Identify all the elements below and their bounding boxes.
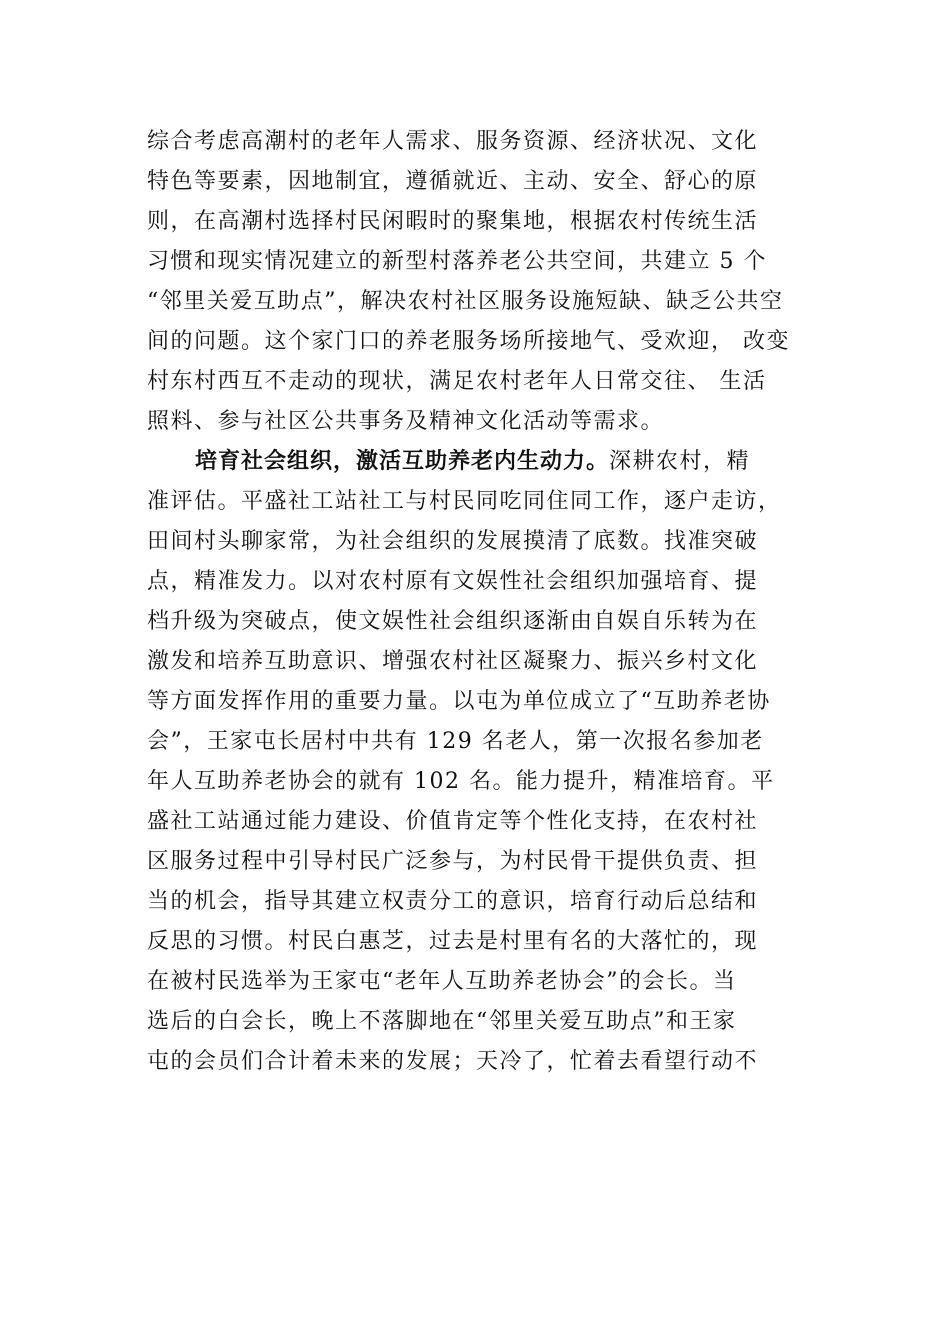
paragraph2-line: 档升级为突破点，使文娱性社会组织逐渐由自娱自乐转为在 bbox=[147, 609, 759, 634]
paragraph2-line: 反思的习惯。村民白惠芝，过去是村里有名的大落忙的，现 bbox=[147, 929, 759, 954]
paragraph2-first-line bbox=[195, 442, 875, 482]
paragraph1-line: “邻里关爱互助点”，解决农村社区服务设施短缺、缺乏公共空 bbox=[147, 289, 784, 314]
paragraph2-line: 盛社工站通过能力建设、价值肯定等个性化支持，在农村社 bbox=[147, 809, 759, 834]
paragraph1-line: 特色等要素，因地制宜，遵循就近、主动、安全、舒心的原 bbox=[147, 169, 759, 194]
paragraph2-line: 屯的会员们合计着未来的发展；天冷了，忙着去看望行动不 bbox=[147, 1049, 759, 1074]
paragraph2-heading: 培育社会组织，激活互助养老内生动力。 bbox=[195, 449, 610, 474]
paragraph2-line: 田间村头聊家常，为社会组织的发展摸清了底数。找准突破 bbox=[147, 529, 759, 554]
paragraph1-line: 则，在高潮村选择村民闲暇时的聚集地，根据农村传统生活 bbox=[147, 209, 759, 234]
paragraph2-line: 在被村民选举为王家屯“老年人互助养老协会”的会长。当 bbox=[147, 969, 737, 994]
paragraph1-line: 间的问题。这个家门口的养老服务场所接地气、受欢迎， 改变 bbox=[147, 329, 790, 354]
paragraph2-line: 准评估。平盛社工站社工与村民同吃同住同工作，逐户走访， bbox=[147, 489, 782, 514]
paragraph1-line: 照料、参与社区公共事务及精神文化活动等需求。 bbox=[147, 409, 665, 434]
paragraph2-line: 年人互助养老协会的就有 102 名。能力提升，精准培育。平 bbox=[147, 769, 775, 794]
paragraph2-line: 等方面发挥作用的重要力量。以屯为单位成立了“互助养老协 bbox=[147, 689, 771, 714]
paragraph2-line: 激发和培养互助意识、增强农村社区凝聚力、振兴乡村文化 bbox=[147, 649, 759, 674]
paragraph1-line: 综合考虑高潮村的老年人需求、服务资源、经济状况、文化 bbox=[147, 129, 759, 154]
paragraph2-line: 选后的白会长，晚上不落脚地在“邻里关爱互助点”和王家 bbox=[147, 1009, 737, 1034]
paragraph2-line: 会”，王家屯长居村中共有 129 名老人，第一次报名参加老 bbox=[147, 729, 764, 754]
paragraph2-line: 当的机会，指导其建立权责分工的意识，培育行动后总结和 bbox=[147, 889, 759, 914]
paragraph2-line: 点，精准发力。以对农村原有文娱性社会组织加强培育、提 bbox=[147, 569, 759, 594]
paragraph2-first-line-rest: 深耕农村，精 bbox=[609, 449, 751, 474]
paragraph1-line: 习惯和现实情况建立的新型村落养老公共空间，共建立 5 个 bbox=[147, 249, 767, 274]
paragraph2-line: 区服务过程中引导村民广泛参与，为村民骨干提供负责、担 bbox=[147, 849, 759, 874]
paragraph1-line: 村东村西互不走动的现状，满足农村老年人日常交往、 生活 bbox=[147, 369, 767, 394]
